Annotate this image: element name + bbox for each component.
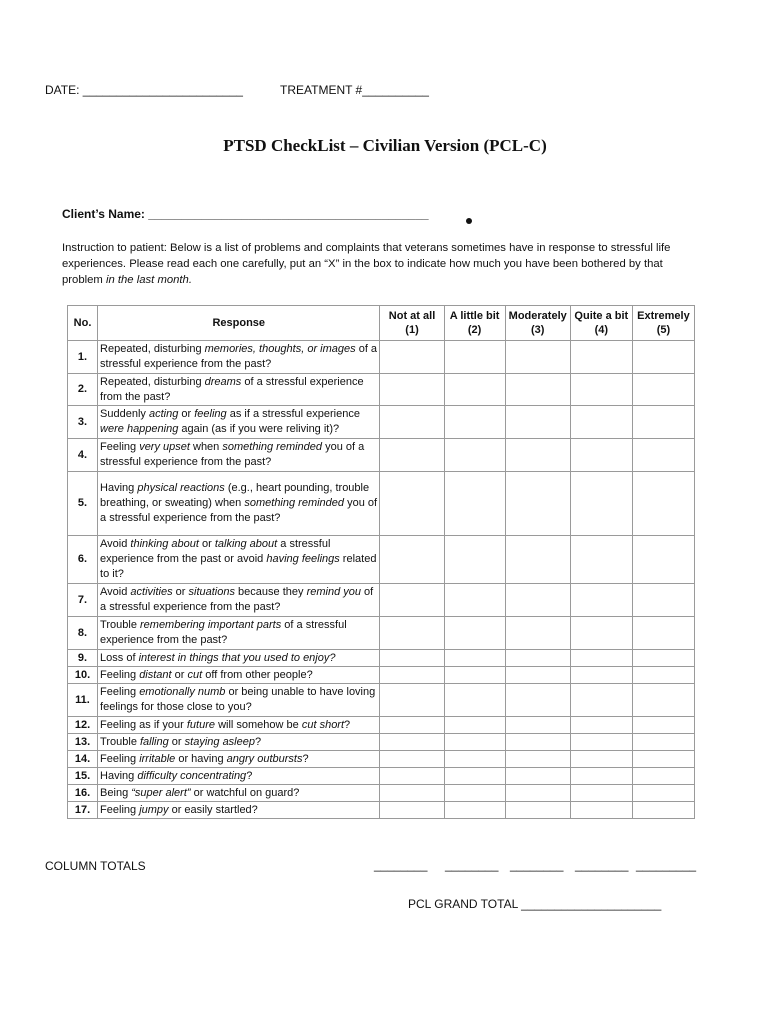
text-segment: Loss of bbox=[100, 651, 139, 664]
emphasized-text: jumpy bbox=[139, 803, 169, 816]
item-number: 4. bbox=[68, 439, 98, 472]
text-segment: Feeling as if your bbox=[100, 718, 187, 731]
rating-box-2[interactable] bbox=[444, 717, 505, 734]
rating-box-4[interactable] bbox=[570, 406, 632, 439]
item-number: 12. bbox=[68, 717, 98, 734]
text-segment: Feeling bbox=[100, 752, 140, 765]
item-response-text bbox=[98, 584, 380, 617]
text-segment: Suddenly bbox=[100, 408, 149, 420]
text-segment: Having bbox=[100, 769, 138, 782]
col-header-response: Response bbox=[98, 306, 380, 341]
checklist-row bbox=[68, 650, 695, 667]
instructions bbox=[62, 240, 702, 288]
rating-box-5[interactable] bbox=[632, 667, 694, 684]
rating-box-1[interactable] bbox=[380, 472, 444, 536]
emphasized-text: emotionally numb bbox=[139, 686, 226, 698]
emphasized-text: very upset bbox=[139, 441, 190, 453]
text-segment: Trouble bbox=[100, 735, 140, 748]
rating-box-3[interactable] bbox=[505, 439, 570, 472]
column-total-blank-2[interactable]: ________ bbox=[445, 858, 499, 872]
checklist-row bbox=[68, 584, 695, 617]
rating-box-5[interactable] bbox=[632, 617, 694, 650]
rating-box-1[interactable] bbox=[380, 406, 444, 439]
rating-box-4[interactable] bbox=[570, 341, 632, 374]
item-number: 1. bbox=[68, 341, 98, 374]
item-number: 3. bbox=[68, 406, 98, 439]
col-header-extremely bbox=[632, 306, 694, 341]
text-segment: Being bbox=[100, 786, 132, 799]
rating-box-2[interactable] bbox=[444, 684, 505, 717]
rating-box-3[interactable] bbox=[505, 650, 570, 667]
rating-box-1[interactable] bbox=[380, 584, 444, 617]
item-number: 2. bbox=[68, 374, 98, 406]
rating-box-3[interactable] bbox=[505, 536, 570, 584]
rating-box-4[interactable] bbox=[570, 785, 632, 802]
item-response-text bbox=[98, 650, 380, 667]
emphasized-text: physical reactions bbox=[137, 482, 225, 494]
rating-box-4[interactable] bbox=[570, 472, 632, 536]
rating-box-4[interactable] bbox=[570, 374, 632, 406]
text-segment: or bbox=[178, 408, 195, 420]
text-segment: or bbox=[171, 668, 188, 681]
text-segment: Feeling bbox=[100, 441, 140, 453]
rating-box-1[interactable] bbox=[380, 650, 444, 667]
text-segment: as if a stressful experience bbox=[226, 408, 360, 420]
rating-box-4[interactable] bbox=[570, 617, 632, 650]
text-segment: Avoid bbox=[100, 538, 131, 550]
item-number: 6. bbox=[68, 536, 98, 584]
rating-box-2[interactable] bbox=[444, 802, 505, 819]
emphasized-text: acting bbox=[148, 408, 179, 420]
emphasized-text: cut bbox=[187, 668, 203, 681]
item-number: 13. bbox=[68, 734, 98, 751]
checklist-row bbox=[68, 406, 695, 439]
text-segment: off from other people? bbox=[202, 668, 313, 681]
client-name-line: Client’s Name: __________________________________________ bbox=[62, 207, 429, 221]
rating-box-4[interactable] bbox=[570, 768, 632, 785]
item-response-text bbox=[98, 536, 380, 584]
item-response-text bbox=[98, 374, 380, 406]
item-number: 11. bbox=[68, 684, 98, 717]
emphasized-text: angry outbursts bbox=[226, 752, 303, 765]
item-response-text bbox=[98, 439, 380, 472]
text-segment: ? bbox=[254, 735, 262, 748]
rating-box-2[interactable] bbox=[444, 584, 505, 617]
emphasized-text: something reminded bbox=[222, 441, 323, 453]
rating-box-5[interactable] bbox=[632, 584, 694, 617]
rating-box-2[interactable] bbox=[444, 751, 505, 768]
rating-box-2[interactable] bbox=[444, 536, 505, 584]
rating-box-2[interactable] bbox=[444, 374, 505, 406]
checklist-row bbox=[68, 341, 695, 374]
rating-box-1[interactable] bbox=[380, 751, 444, 768]
emphasized-text: remembering important parts bbox=[140, 619, 282, 631]
rating-box-3[interactable] bbox=[505, 472, 570, 536]
rating-box-3[interactable] bbox=[505, 768, 570, 785]
text-segment: of a stressful experience from the past? bbox=[100, 586, 374, 613]
rating-box-5[interactable] bbox=[632, 802, 694, 819]
emphasized-text: future bbox=[186, 718, 216, 731]
checklist-row bbox=[68, 734, 695, 751]
checklist-row bbox=[68, 717, 695, 734]
emphasized-text: difficulty concentrating bbox=[137, 769, 247, 782]
scale-value: (2) bbox=[467, 324, 482, 336]
scale-value: (3) bbox=[530, 324, 545, 336]
item-response-text bbox=[98, 617, 380, 650]
rating-box-3[interactable] bbox=[505, 751, 570, 768]
rating-box-1[interactable] bbox=[380, 785, 444, 802]
scale-value: (1) bbox=[405, 324, 419, 336]
rating-box-1[interactable] bbox=[380, 717, 444, 734]
rating-box-4[interactable] bbox=[570, 536, 632, 584]
date-field-line: DATE: ________________________ bbox=[45, 83, 243, 97]
item-response-text bbox=[98, 667, 380, 684]
checklist-row bbox=[68, 617, 695, 650]
text-segment: ? bbox=[246, 769, 253, 782]
emphasized-text: falling bbox=[140, 735, 169, 748]
text-segment: (e.g., heart pounding, trouble breathing, or sweating) when bbox=[100, 482, 370, 509]
emphasized-text: were happening bbox=[100, 423, 179, 435]
text-segment: of a stressful experience from the past? bbox=[100, 375, 364, 403]
item-response-text bbox=[98, 768, 380, 785]
rating-box-4[interactable] bbox=[570, 439, 632, 472]
rating-box-1[interactable] bbox=[380, 768, 444, 785]
emphasized-text: having feelings bbox=[266, 553, 340, 565]
rating-box-3[interactable] bbox=[505, 374, 570, 406]
rating-box-1[interactable] bbox=[380, 439, 444, 472]
text-segment: again (as if you were reliving it)? bbox=[178, 423, 340, 435]
text-segment: you of a stressful experience from the past? bbox=[100, 441, 365, 468]
text-segment: or easily startled? bbox=[168, 803, 258, 816]
rating-box-4[interactable] bbox=[570, 584, 632, 617]
emphasized-text: distant bbox=[139, 668, 172, 681]
text-segment: Having bbox=[100, 482, 138, 494]
rating-box-1[interactable] bbox=[380, 667, 444, 684]
text-segment: Repeated, disturbing bbox=[100, 343, 205, 355]
rating-box-2[interactable] bbox=[444, 785, 505, 802]
rating-box-1[interactable] bbox=[380, 684, 444, 717]
rating-box-4[interactable] bbox=[570, 734, 632, 751]
scale-value: (4) bbox=[594, 324, 609, 336]
checklist-row bbox=[68, 374, 695, 406]
rating-box-5[interactable] bbox=[632, 374, 694, 406]
text-segment: or being unable to have loving feelings for those close to you? bbox=[100, 686, 376, 713]
checklist-row bbox=[68, 536, 695, 584]
text-segment: or bbox=[168, 735, 185, 748]
emphasized-text: something reminded bbox=[244, 497, 345, 509]
emphasized-text: irritable bbox=[139, 752, 176, 765]
text-segment: of a stressful experience from the past? bbox=[100, 619, 347, 646]
checklist-table bbox=[67, 305, 695, 819]
rating-box-2[interactable] bbox=[444, 406, 505, 439]
text-segment: Avoid bbox=[100, 586, 131, 598]
item-response-text bbox=[98, 802, 380, 819]
text-segment: Trouble bbox=[100, 619, 140, 631]
scale-label: Not at all bbox=[388, 310, 436, 322]
rating-box-5[interactable] bbox=[632, 684, 694, 717]
checklist-row bbox=[68, 667, 695, 684]
pcl-grand-total-line: PCL GRAND TOTAL _____________________ bbox=[408, 897, 662, 911]
item-number: 17. bbox=[68, 802, 98, 819]
rating-box-4[interactable] bbox=[570, 667, 632, 684]
item-number: 10. bbox=[68, 667, 98, 684]
item-response-text bbox=[98, 472, 380, 536]
item-number: 15. bbox=[68, 768, 98, 785]
item-response-text bbox=[98, 406, 380, 439]
checklist-row bbox=[68, 751, 695, 768]
item-response-text bbox=[98, 785, 380, 802]
column-total-blank-4[interactable]: ________ bbox=[575, 858, 629, 872]
item-number: 5. bbox=[68, 472, 98, 536]
dot-mark bbox=[466, 218, 472, 224]
rating-box-1[interactable] bbox=[380, 734, 444, 751]
rating-box-2[interactable] bbox=[444, 650, 505, 667]
form-title: PTSD CheckList – Civilian Version (PCL-C) bbox=[223, 136, 547, 155]
item-number: 9. bbox=[68, 650, 98, 667]
item-number: 16. bbox=[68, 785, 98, 802]
scale-value: (5) bbox=[656, 324, 671, 336]
header-row bbox=[68, 306, 695, 341]
text-segment: Repeated, disturbing bbox=[100, 375, 205, 388]
rating-box-1[interactable] bbox=[380, 374, 444, 406]
text-segment: Feeling bbox=[100, 668, 140, 681]
rating-box-5[interactable] bbox=[632, 650, 694, 667]
checklist-row bbox=[68, 802, 695, 819]
col-header-no: No. bbox=[68, 306, 98, 341]
col-header-a-little-bit bbox=[444, 306, 505, 341]
text-segment: Feeling bbox=[100, 686, 140, 698]
item-response-text bbox=[98, 751, 380, 768]
emphasized-text: interest in things that you used to enjoy? bbox=[138, 651, 336, 664]
rating-box-2[interactable] bbox=[444, 734, 505, 751]
instructions-emphasis: in the last month. bbox=[105, 274, 192, 286]
item-number: 14. bbox=[68, 751, 98, 768]
rating-box-4[interactable] bbox=[570, 684, 632, 717]
rating-box-5[interactable] bbox=[632, 439, 694, 472]
column-totals-label: COLUMN TOTALS bbox=[45, 859, 146, 873]
column-total-blank-3[interactable]: ________ bbox=[510, 858, 564, 872]
item-response-text bbox=[98, 341, 380, 374]
text-segment: because they bbox=[235, 586, 307, 598]
emphasized-text: situations bbox=[188, 586, 235, 598]
column-total-blank-1[interactable]: ________ bbox=[374, 858, 428, 872]
rating-box-1[interactable] bbox=[380, 536, 444, 584]
rating-box-5[interactable] bbox=[632, 768, 694, 785]
rating-box-3[interactable] bbox=[505, 406, 570, 439]
checklist-row bbox=[68, 439, 695, 472]
emphasized-text: staying asleep bbox=[184, 735, 255, 748]
text-segment: when bbox=[189, 441, 223, 453]
rating-box-5[interactable] bbox=[632, 717, 694, 734]
col-header-moderately bbox=[505, 306, 570, 341]
checklist-row bbox=[68, 785, 695, 802]
treatment-number-line: TREATMENT #__________ bbox=[280, 83, 429, 97]
rating-box-5[interactable] bbox=[632, 406, 694, 439]
rating-box-4[interactable] bbox=[570, 751, 632, 768]
emphasized-text: cut short bbox=[301, 718, 345, 731]
rating-box-1[interactable] bbox=[380, 617, 444, 650]
col-header-not-at-all bbox=[380, 306, 444, 341]
rating-box-2[interactable] bbox=[444, 439, 505, 472]
rating-box-3[interactable] bbox=[505, 734, 570, 751]
rating-box-2[interactable] bbox=[444, 617, 505, 650]
text-segment: related to it? bbox=[100, 553, 377, 580]
text-segment: ? bbox=[302, 752, 309, 765]
scale-label: Extremely bbox=[637, 310, 690, 322]
text-segment: or having bbox=[175, 752, 227, 765]
emphasized-text: remind you bbox=[306, 586, 361, 598]
rating-box-3[interactable] bbox=[505, 617, 570, 650]
rating-box-3[interactable] bbox=[505, 785, 570, 802]
rating-box-3[interactable] bbox=[505, 584, 570, 617]
item-response-text bbox=[98, 717, 380, 734]
rating-box-2[interactable] bbox=[444, 341, 505, 374]
item-response-text bbox=[98, 734, 380, 751]
instructions-text: Instruction to patient: Below is a list of problems and complaints that veterans sometimes have in response to stressful life experiences. Please read each one carefully, put an “X” in the box to indicate how much you have been bothered by that problem bbox=[62, 242, 671, 286]
text-segment: or bbox=[172, 586, 189, 598]
rating-box-4[interactable] bbox=[570, 650, 632, 667]
text-segment: of a stressful experience from the past? bbox=[100, 343, 378, 370]
emphasized-text: talking about bbox=[214, 538, 278, 550]
checklist-row bbox=[68, 768, 695, 785]
text-segment: or watchful on guard? bbox=[190, 786, 300, 799]
rating-box-5[interactable] bbox=[632, 785, 694, 802]
rating-box-5[interactable] bbox=[632, 341, 694, 374]
checklist-row bbox=[68, 472, 695, 536]
rating-box-5[interactable] bbox=[632, 472, 694, 536]
col-header-quite-a-bit bbox=[570, 306, 632, 341]
emphasized-text: dreams bbox=[204, 375, 242, 388]
rating-box-2[interactable] bbox=[444, 472, 505, 536]
rating-box-1[interactable] bbox=[380, 802, 444, 819]
rating-box-3[interactable] bbox=[505, 667, 570, 684]
text-segment: will somehow be bbox=[215, 718, 302, 731]
text-segment: you of a stressful experience from the past? bbox=[100, 497, 378, 524]
item-response-text bbox=[98, 684, 380, 717]
rating-box-4[interactable] bbox=[570, 802, 632, 819]
emphasized-text: thinking about bbox=[130, 538, 199, 550]
emphasized-text: “super alert” bbox=[131, 786, 191, 799]
rating-box-4[interactable] bbox=[570, 717, 632, 734]
rating-box-1[interactable] bbox=[380, 341, 444, 374]
checklist-row bbox=[68, 684, 695, 717]
text-segment: or bbox=[198, 538, 215, 550]
rating-box-5[interactable] bbox=[632, 751, 694, 768]
text-segment: ? bbox=[344, 718, 351, 731]
scale-label: Quite a bit bbox=[574, 310, 629, 322]
emphasized-text: activities bbox=[130, 586, 173, 598]
rating-box-3[interactable] bbox=[505, 802, 570, 819]
emphasized-text: memories, thoughts, or images bbox=[204, 343, 356, 355]
rating-box-3[interactable] bbox=[505, 341, 570, 374]
text-segment: Feeling bbox=[100, 803, 140, 816]
scale-label: A little bit bbox=[449, 310, 500, 322]
item-number: 8. bbox=[68, 617, 98, 650]
rating-box-2[interactable] bbox=[444, 667, 505, 684]
rating-box-3[interactable] bbox=[505, 684, 570, 717]
scale-label: Moderately bbox=[508, 310, 567, 322]
emphasized-text: feeling bbox=[194, 408, 227, 420]
rating-box-3[interactable] bbox=[505, 717, 570, 734]
rating-box-5[interactable] bbox=[632, 536, 694, 584]
text-segment: a stressful experience from the past or avoid bbox=[100, 538, 331, 565]
rating-box-2[interactable] bbox=[444, 768, 505, 785]
item-number: 7. bbox=[68, 584, 98, 617]
rating-box-5[interactable] bbox=[632, 734, 694, 751]
column-total-blank-5[interactable]: _________ bbox=[636, 858, 697, 872]
